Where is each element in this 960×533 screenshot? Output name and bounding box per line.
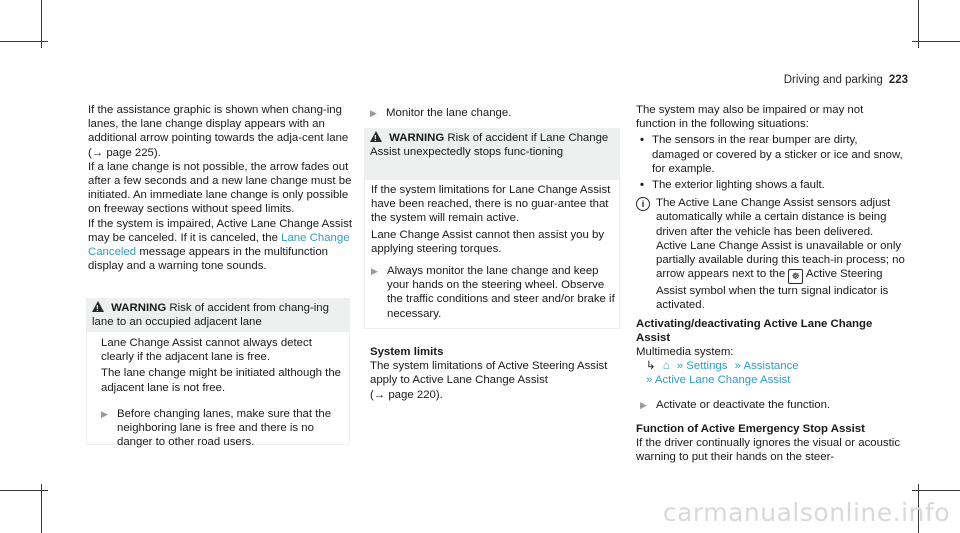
paragraph: If the system is impaired, Active Lane Change Assist may be canceled. If it is canceled, the Lane Change Canceled message appears in the multifunction display and a warning tone sounds.: [88, 217, 353, 273]
paragraph: If the system limitations for Lane Change Assist have been reached, there is no guar-antee that the system will remain active.: [371, 184, 611, 225]
action-arrow-icon: ▶: [371, 266, 378, 277]
crop-mark: [912, 41, 960, 42]
menu-assistance[interactable]: Assistance: [743, 360, 799, 373]
active-steering-assist-icon: ☸: [788, 269, 803, 284]
warning-box: [86, 298, 350, 449]
warning-body: [86, 332, 350, 449]
paragraph: If the driver continually ignores the visual or acoustic warning to put their hands on the steer-: [636, 437, 901, 464]
menu-active-lane-change-assist[interactable]: Active Lane Change Assist: [654, 374, 791, 387]
paragraph: Lane Change Assist cannot always detect clearly if the adjacent lane is free.: [101, 337, 312, 364]
action-step: ▶ Activate or deactivate the function.: [640, 398, 831, 411]
action-arrow-icon: ▶: [370, 108, 377, 118]
page-number: 223: [888, 74, 908, 86]
section-heading: Function of Active Emergency Stop Assist: [636, 422, 865, 435]
paragraph: The lane change might be initiated although the adjacent lane is not free.: [101, 367, 342, 394]
paragraph: Lane Change Assist cannot then assist you by applying steering torques.: [371, 228, 605, 255]
column-3-text: [636, 103, 906, 464]
paragraph: If the assistance graphic is shown when chang-ing lanes, the lane change display appears with an additional arrow pointing towards the adja-cent lane (→ page 225).: [88, 104, 349, 159]
crop-mark: [912, 490, 960, 491]
section-heading: Activating/deactivating Active Lane Change Assist: [636, 317, 873, 344]
bullet-item: • The sensors in the rear bumper are dirty, damaged or covered by a sticker or ice and snow, for example.: [640, 134, 903, 175]
action-arrow-icon: ▶: [640, 399, 647, 410]
section-heading: System limits: [370, 346, 444, 358]
action-step: ▶ Always monitor the lane change and keep your hands on the steering wheel. Observe the traffic conditions and steer and/or brake if necessary.: [371, 265, 615, 320]
chevron-icon: »: [646, 374, 653, 387]
display-message-link[interactable]: Lane Change Canceled: [88, 231, 350, 259]
bullet-item: • The exterior lighting shows a fault.: [640, 179, 825, 192]
home-icon[interactable]: ⌂: [662, 360, 670, 373]
crop-mark: [41, 484, 42, 533]
chevron-icon: »: [734, 360, 741, 373]
paragraph: The system limitations of Active Steering Assist apply to Active Lane Change Assist (→ page 220).: [370, 360, 608, 401]
column-1-text: [88, 103, 356, 273]
enter-arrow-icon: ↳: [646, 360, 656, 373]
crop-mark: [918, 0, 919, 48]
action-step: ▶ Before changing lanes, make sure that the neighboring lane is free and there is no danger to other road users.: [101, 407, 332, 449]
info-icon: i: [636, 197, 650, 211]
paragraph: Multimedia system:: [636, 346, 734, 359]
action-arrow-icon: ▶: [101, 408, 108, 419]
menu-path: [636, 359, 906, 373]
warning-box: [364, 128, 620, 320]
warning-header: ! WARNING Risk of accident from chang-ing lane to an occupied adjacent lane: [92, 301, 344, 329]
system-limits-section: [370, 345, 620, 402]
menu-settings[interactable]: Settings: [686, 360, 728, 373]
action-step: ▶ Monitor the lane change.: [370, 107, 512, 119]
menu-path: [636, 373, 906, 387]
watermark: carmanualsonline.info: [662, 498, 950, 527]
section-title: Driving and parking: [783, 74, 883, 86]
page-header: [784, 74, 908, 86]
crop-mark: [41, 0, 42, 48]
tip-note: i The Active Lane Change Assist sensors adjust automatically while a certain distance is being driven after the vehicle has been delivered. Active Lane Change Assist is unavailable or only partially available during this teach-in process; no arrow appears next to the ☸ Active Steering Assist symbol when the turn signal indicator is activated.: [636, 196, 906, 312]
warning-body: [364, 180, 620, 329]
paragraph: The system may also be impaired or may not function in the following situations:: [636, 104, 864, 131]
chevron-icon: »: [676, 360, 684, 373]
paragraph: If a lane change is not possible, the arrow fades out after a few seconds and a new lane change must be initiated. An immediate lane change is only possible on freeway sections without speed limits.: [88, 160, 352, 216]
warning-header: ! WARNING Risk of accident if Lane Change Assist unexpectedly stops func-tioning: [370, 131, 614, 159]
warning-icon: [370, 131, 382, 142]
warning-icon: [92, 301, 104, 312]
